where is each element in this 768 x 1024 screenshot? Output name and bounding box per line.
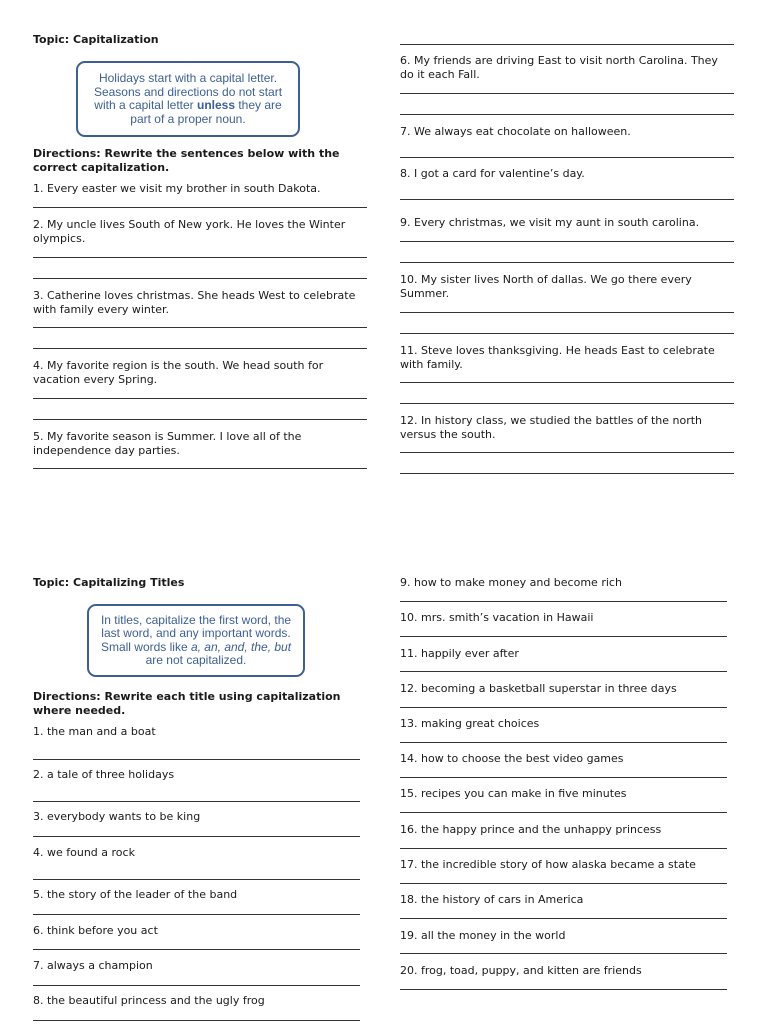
section2-item-15: 15. recipes you can make in five minutes	[400, 787, 627, 800]
section1-item-5: 5. My favorite season is Summer. I love all of the independence day parties.	[33, 430, 302, 457]
section1-item-9: 9. Every christmas, we visit my aunt in south carolina.	[400, 216, 700, 229]
answer-line[interactable]	[33, 278, 367, 279]
answer-line[interactable]	[400, 953, 727, 954]
section2-item-7: 7. always a champion	[33, 959, 153, 972]
section2-directions: Directions: Rewrite each title using capitalization where needed.	[33, 690, 341, 717]
section2-topic: Topic: Capitalizing Titles	[33, 576, 185, 589]
answer-line[interactable]	[400, 403, 734, 404]
answer-line[interactable]	[400, 157, 734, 158]
section2-item-9: 9. how to make money and become rich	[400, 576, 622, 589]
answer-line[interactable]	[33, 398, 367, 399]
section1-rule-box	[76, 61, 300, 137]
section2-item-8: 8. the beautiful princess and the ugly frog	[33, 994, 265, 1007]
section2-item-20: 20. frog, toad, puppy, and kitten are friends	[400, 964, 642, 977]
section2-item-3: 3. everybody wants to be king	[33, 810, 201, 823]
section1-topic: Topic: Capitalization	[33, 33, 159, 46]
section1-item-1: 1. Every easter we visit my brother in south Dakota.	[33, 182, 321, 195]
answer-line[interactable]	[33, 468, 367, 469]
section2-item-14: 14. how to choose the best video games	[400, 752, 624, 765]
answer-line[interactable]	[33, 836, 360, 837]
section1-item-4: 4. My favorite region is the south. We head south for vacation every Spring.	[33, 359, 324, 386]
section1-item-12: 12. In history class, we studied the battles of the north versus the south.	[400, 414, 703, 441]
answer-line[interactable]	[33, 985, 360, 986]
answer-line[interactable]	[33, 801, 360, 802]
answer-line[interactable]	[33, 1020, 360, 1021]
answer-line[interactable]	[33, 327, 367, 328]
section1-item-6: 6. My friends are driving East to visit north Carolina. They do it each Fall.	[400, 54, 718, 81]
section2-item-19: 19. all the money in the world	[400, 929, 566, 942]
answer-line[interactable]	[33, 759, 360, 760]
section1-item-2: 2. My uncle lives South of New york. He loves the Winter olympics.	[33, 218, 346, 245]
section2-item-11: 11. happily ever after	[400, 647, 519, 660]
section2-rule-text: In titles, capitalize the first word, the last word, and any important words. Small words like a, an, and, the, but are not capitalized.	[100, 612, 292, 667]
answer-line[interactable]	[400, 601, 727, 602]
answer-line[interactable]	[33, 348, 367, 349]
answer-line[interactable]	[400, 199, 734, 200]
answer-line[interactable]	[400, 262, 734, 263]
section2-item-17: 17. the incredible story of how alaska became a state	[400, 858, 696, 871]
section2-item-4: 4. we found a rock	[33, 846, 135, 859]
answer-line[interactable]	[400, 241, 734, 242]
section2-item-6: 6. think before you act	[33, 924, 158, 937]
section2-item-13: 13. making great choices	[400, 717, 540, 730]
answer-line[interactable]	[400, 707, 727, 708]
section1-item-3: 3. Catherine loves christmas. She heads West to celebrate with family every winter.	[33, 289, 356, 316]
answer-line[interactable]	[400, 918, 727, 919]
section2-item-5: 5. the story of the leader of the band	[33, 888, 238, 901]
answer-line[interactable]	[33, 879, 360, 880]
answer-line[interactable]	[400, 452, 734, 453]
answer-line[interactable]	[400, 382, 734, 383]
section2-item-10: 10. mrs. smith’s vacation in Hawaii	[400, 611, 594, 624]
section2-item-12: 12. becoming a basketball superstar in three days	[400, 682, 677, 695]
answer-line[interactable]	[400, 333, 734, 334]
section2-item-2: 2. a tale of three holidays	[33, 768, 175, 781]
answer-line[interactable]	[33, 949, 360, 950]
answer-line[interactable]	[400, 742, 727, 743]
answer-line[interactable]	[400, 848, 727, 849]
answer-line[interactable]	[400, 44, 734, 45]
section2-item-1: 1. the man and a boat	[33, 725, 156, 738]
answer-line[interactable]	[33, 257, 367, 258]
answer-line[interactable]	[400, 883, 727, 884]
section1-rule-text: Holidays start with a capital letter. Seasons and directions do not start with a capital letter unless they are part of a proper noun.	[93, 71, 283, 126]
answer-line[interactable]	[400, 777, 727, 778]
answer-line[interactable]	[33, 914, 360, 915]
section1-item-8: 8. I got a card for valentine’s day.	[400, 167, 585, 180]
answer-line[interactable]	[400, 812, 727, 813]
section2-rule-box	[87, 604, 305, 677]
answer-line[interactable]	[400, 473, 734, 474]
section2-item-16: 16. the happy prince and the unhappy princess	[400, 823, 662, 836]
answer-line[interactable]	[400, 114, 734, 115]
section1-directions: Directions: Rewrite the sentences below with the correct capitalization.	[33, 147, 340, 174]
answer-line[interactable]	[33, 207, 367, 208]
answer-line[interactable]	[400, 671, 727, 672]
answer-line[interactable]	[400, 636, 727, 637]
section1-item-11: 11. Steve loves thanksgiving. He heads East to celebrate with family.	[400, 344, 715, 371]
section2-item-18: 18. the history of cars in America	[400, 893, 584, 906]
answer-line[interactable]	[400, 93, 734, 94]
answer-line[interactable]	[33, 419, 367, 420]
section1-item-10: 10. My sister lives North of dallas. We go there every Summer.	[400, 273, 692, 300]
section1-item-7: 7. We always eat chocolate on halloween.	[400, 125, 631, 138]
answer-line[interactable]	[400, 989, 727, 990]
answer-line[interactable]	[400, 312, 734, 313]
